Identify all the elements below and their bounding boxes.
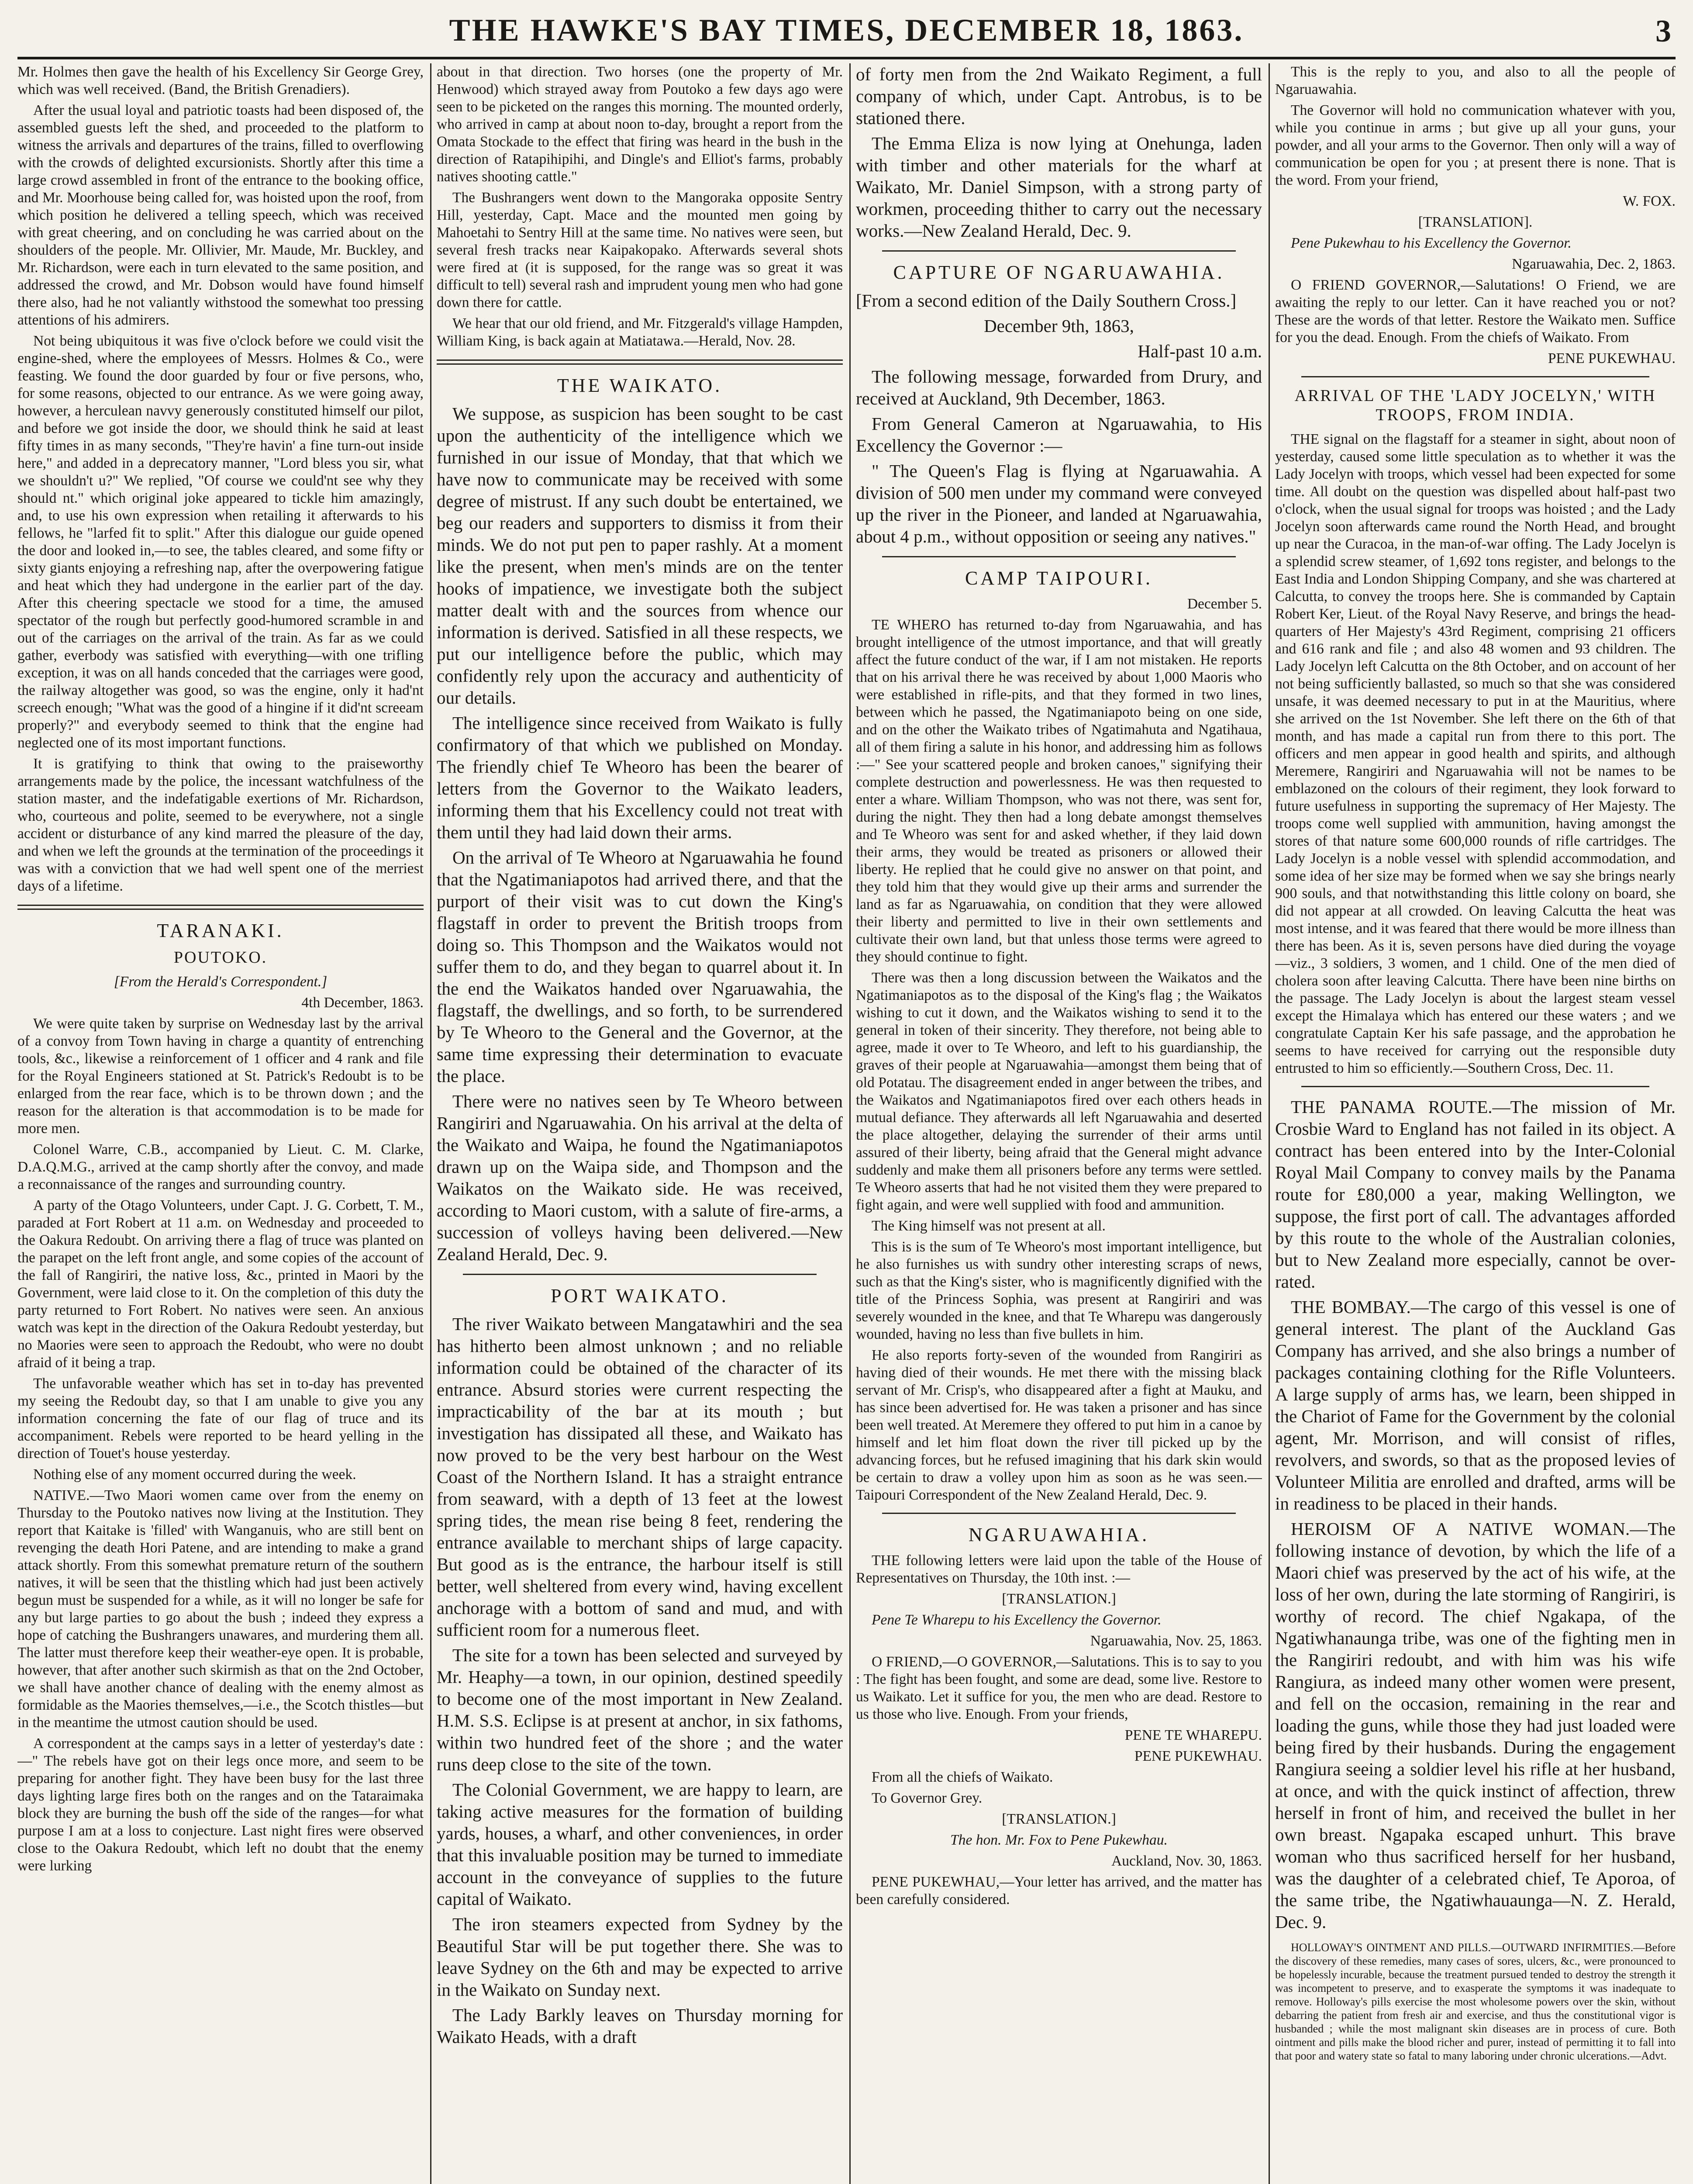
paragraph: The iron steamers expected from Sydney by the Beautiful Star will be put together there. She was to leave Sydney on the 6th and may be expected to arrive in the Waikato on Sunday next. [437,1914,843,2000]
letter-signature: W. FOX. [1623,193,1676,209]
column-4 [1275,63,1676,2184]
article-taranaki [17,919,424,1875]
paragraph: We were quite taken by surprise on Wednesday last by the arrival of a convoy from Town having in charge a quantity of entrenching tools, &c., likewise a reinforcement of 1 officer and 4 rank and file for the Royal Engineers stationed at St. Patrick's Redoubt is to be enlarged from the rear face, which is to be thrown down ; and the reason for the alteration is that accommodation is to be made for more men. [17,1016,424,1137]
column-rule [849,63,851,2184]
headline: THE WAIKATO. [557,375,723,396]
columns [17,63,1676,2184]
headline: CAPTURE OF NGARUAWAHIA. [893,262,1225,283]
section-divider [17,905,424,910]
paragraph: The Lady Barkly leaves on Thursday morning for Waikato Heads, with a draft [437,2005,843,2047]
letter-date: Auckland, Nov. 30, 1863. [1111,1853,1262,1869]
dateline: December 5. [1187,596,1262,612]
paragraph: The river Waikato between Mangatawhiri and the sea has hitherto been almost unknown ; and no reliable information could be obtained of the character of its entrance. Absurd stories were current respecting the impracticability of the bar at its mouth ; but investigation has dissipated all these, and Waikato has now proved to be the very best harbour on the West Coast of the Northern Island. It has a straight entrance from seaward, with a depth of 13 feet at the lowest spring tides, the mean rise being 8 feet, rendering the entrance available to merchant ships of large capacity. But good as is the entrance, the harbour itself is still better, well sheltered from every wind, having excellent anchorage with a bottom of sand and mud, and with sufficient room for a numerous fleet. [437,1314,843,1640]
paragraph: The unfavorable weather which has set in to-day has prevented my seeing the Redoubt day, so that I am unable to give you any information concerning the fate of our flag of truce and its accompaniment. Rebels were reported to be heard yelling in the direction of Touet's house yesterday. [17,1375,424,1462]
paragraph: On the arrival of Te Wheoro at Ngaruawahia he found that the Ngatimaniapotos had arrived there, and that the purport of their visit was to cut down the King's flagstaff in order to prevent the British troops from doing so. This Thompson and the Waikatos would not suffer them to do, and they began to quarrel about it. In the end the Waikatos handed over Ngaruawahia, the flagstaff, the dwellings, and so forth, to be surrendered by Te Wheoro to the General and the Governor, at the same time expressing their determination to evacuate the place. [437,847,843,1086]
article-lady-jocelyn [1275,386,1676,1077]
paragraph: HEROISM OF A NATIVE WOMAN.—The following instance of devotion, by which the life of a Maori chief was preserved by the act of his wife, at the loss of her own, during the late storming of Rangiriri, is worthy of record. The chief Ngakapa, of the Ngatiwhanaunga tribe, was one of the fighting men in the Rangiriri redoubt, and with him was his wife Rangiura, as indeed many other women were present, and fell on the occasion, remaining in the rear and loading the guns, while those they had just loaded were being fired by their husbands. During the engagement Rangiura seeing a soldier level his rifle at her husband, at once, and with the quick instinct of affection, threw herself in front of him, and received the bullet in her own breast. Ngapaka escaped unhurt. This brave woman who thus sacrificed herself for her husband, was the daughter of a celebrated chief, Te Aporoa, of the same tribe, the Ngatiwhauaunga—N. Z. Herald, Dec. 9. [1275,1519,1676,1932]
section-divider [882,250,1236,252]
column-3 [856,63,1262,2184]
letter-from: From all the chiefs of Waikato. [872,1769,1053,1785]
paragraph: The site for a town has been selected and surveyed by Mr. Heaphy—a town, in our opinion, destined speedily to become one of the most important in New Zealand. H.M. S.S. Eclipse is at present at anchor, in six fathoms, within two hundred feet of the shore ; and the water runs deep close to the site of the town. [437,1645,843,1774]
letter-body: O FRIEND GOVERNOR,—Salutations! O Friend, we are awaiting the reply to our letter. Can it have reached you or not? These are the words of that letter. Restore the Waikato men. Suffice for you the dead. Enough. From the chiefs of Waikato. From [1275,277,1676,346]
headline: TARANAKI. [157,920,284,941]
column-rule [430,63,431,2184]
letter-body: PENE PUKEWHAU,—Your letter has arrived, and the matter has been carefully considered. [856,1874,1262,1908]
paragraph: The Bushrangers went down to the Mangoraka opposite Sentry Hill, yesterday, Capt. Mace and the mounted men going by Mahoetahi to Sentry Hill at the same time. No natives were seen, but several fresh tracks near Kaipakopako. Afterwards several shots were fired at (it is supposed, for the range was so great it was difficult to tell) several rash and imprudent young men who had gone down there for cattle. [437,190,843,311]
paragraph: HOLLOWAY'S OINTMENT AND PILLS.—OUTWARD INFIRMITIES.—Before the discovery of these remedies, many cases of sores, ulcers, &c., were pronounced to be hopelessly incurable, because the treatment pursued tended to destroy the strength it was incompetent to preserve, and to exasperate the symptoms it was inadequate to remove. Holloway's pills exercise the most wholesome powers over the skin, without debarring the patient from fresh air and exercise, and thus the constitutional vigor is husbanded ; while the most malignant skin diseases are in process of cure. Both ointment and pills make the blood richer and purer, instead of permitting it to fall into that poor and watery state so fatal to many laboring under chronic ulcerations.—Advt. [1275,1941,1676,2062]
section-divider [1301,1086,1649,1087]
paragraph: From General Cameron at Ngaruawahia, to His Excellency the Governor :— [856,414,1262,456]
column-rule [1269,63,1270,2184]
source-line: [From the Herald's Correspondent.] [114,974,328,990]
paragraph: This is the reply to you, and also to all the people of Ngaruawahia. [1275,64,1676,97]
paragraph: It is gratifying to think that owing to the praiseworthy arrangements made by the police, the incessant watchfulness of the station master, and the indefatigable exertions of Mr. Richardson, who, courteous and polite, seemed to be everywhere, not a single accident or disturbance of any kind marred the pleasure of the day, and when we left the grounds at the termination of the proceedings it was with a conviction that we had well spent one of the merriest days of a lifetime. [17,756,424,894]
paragraph: A correspondent at the camps says in a letter of yesterday's date :—" The rebels have got on their legs once more, and seem to be preparing for another fight. They have been busy for the last three days lighting large fires both on the ranges and on the Tataraimaka block they are burning the bush off the side of the ranges—for what purpose I am at a loss to conjecture. Last night fires were observed close to the Oakura Redoubt, which left no doubt that the enemy were lurking [17,1735,424,1874]
translation-label: [TRANSLATION.] [1002,1811,1116,1827]
headline: NGARUAWAHIA. [968,1524,1150,1545]
article-taranaki-continued [437,63,843,350]
masthead-title: THE HAWKE'S BAY TIMES, DECEMBER 18, 1863. [449,13,1244,48]
column-1 [17,63,424,2184]
advertisement-holloway [1275,1941,1676,2063]
article-railway-opening [17,63,424,895]
paragraph: The following message, forwarded from Drury, and received at Auckland, 9th December, 1863. [856,366,1262,408]
masthead [17,9,1676,59]
headline: ARRIVAL OF THE 'LADY JOCELYN,' WITH TROOPS, FROM INDIA. [1294,387,1656,424]
column-2 [437,63,843,2184]
paragraph: There was then a long discussion between the Waikatos and the Ngatimaniapotos as to the disposal of the King's flag ; the Waikatos wishing to cut it down, and the Waikatos wishing to send it to the general in token of their sincerity. They therefore, not being able to agree, made it over to Te Wheoro, and left to his guardianship, the graves of their people at Ngaruawahia—amongst them being that of old Potatau. The disagreement ended in anger between the tribes, and the Waikatos and Ngatimaniapotos fired over each others heads in mutual defiance. They afterwards all left Ngaruawahia and deserted the place altogether, delaying the surrender of their arms until assured of their liberty, being afraid that the General might advance suddenly and make them all prisoners before any terms were settled. Te Wheoro asserts that had he not visited them they were prepared to fight again, and were well supplied with food and ammunition. [856,970,1262,1213]
headline: CAMP TAIPOURI. [965,567,1153,589]
paragraph: Colonel Warre, C.B., accompanied by Lieut. C. M. Clarke, D.A.Q.M.G., arrived at the camp shortly after the convoy, and made a reconnaissance of the ranges and surrounding country. [17,1141,424,1192]
letter-title: The hon. Mr. Fox to Pene Pukewhau. [950,1832,1168,1848]
paragraph: After the usual loyal and patriotic toasts had been disposed of, the assembled guests left the shed, and proceeded to the platform to witness the arrivals and departures of the trains, filled to overflowing with the crowds of delighted excursionists. Shortly after this time a large crowd assembled in front of the entrance to the booking office, and Mr. Moorhouse being called for, was hoisted upon the roof, from which position he delivered a telling speech, which was received with great cheering, and on concluding he was carried about on the shoulders of the people. Mr. Ollivier, Mr. Maude, Mr. Buckley, and Mr. Richardson, were each in turn elevated to the same position, and addressed the crowd, and Mr. Dobson would have found himself there also, had he not valiantly withstood the somewhat too pressing attentions of his admirers. [17,102,424,328]
letter-date: Ngaruawahia, Nov. 25, 1863. [1090,1633,1262,1649]
page-number: 3 [1655,14,1671,48]
section-divider [882,556,1236,557]
section-divider [463,1274,817,1275]
dateline: 4th December, 1863. [301,995,424,1011]
article-news-items [1275,1096,1676,1933]
letter-date: Ngaruawahia, Dec. 2, 1863. [1512,256,1676,272]
letter-title: Pene Pukewhau to his Excellency the Governor. [1291,235,1572,251]
translation-label: [TRANSLATION.] [1002,1591,1116,1607]
paragraph: There were no natives seen by Te Wheoro between Rangiriri and Ngaruawahia. On his arrival at the delta of the Waikato and Waipa, he found the Ngatimaniapotos drawn up on the Waipa side, and Thompson and the Waikatos on the Waikato side. He was received, according to Maori custom, with a salute of fire-arms, a succession of volleys having been delivered.—New Zealand Herald, Dec. 9. [437,1091,843,1264]
dateline: December 9th, 1863, [984,316,1134,336]
article-port-waikato-continued [856,63,1262,242]
paragraph: The King himself was not present at all. [872,1218,1106,1234]
paragraph: This is is the sum of Te Wheoro's most important intelligence, but he also furnishes us with sundry other interesting scraps of news, such as that the King's sister, who is magnificently dignified with the title of the Princess Sophia, was present at Rangiriri and was severely wounded in the knee, and that Te Wharepu was dangerously wounded, having no less than five bullets in him. [856,1239,1262,1342]
letter-title: Pene Te Wharepu to his Excellency the Governor. [872,1612,1162,1628]
paragraph: about in that direction. Two horses (one the property of Mr. Henwood) which strayed away from Poutoko a few days ago were seen to be picketed on the ranges this morning. The mounted orderly, who arrived in camp at about noon to-day, brought a report from the Omata Stockade to the effect that firing was heard in the bush in the direction of Ratapihipihi, and Dingle's and Elliot's farms, probably natives shooting cattle." [437,64,843,185]
paragraph: The intelligence since received from Waikato is fully confirmatory of that which we published on Monday. The friendly chief Te Wheoro has been the bearer of letters from the Governor to the Waikato leaders, informing them that his Excellency could not treat with them until they had laid down their arms. [437,713,843,842]
paragraph: THE PANAMA ROUTE.—The mission of Mr. Crosbie Ward to England has not failed in its object. A contract has been entered into by the Inter-Colonial Royal Mail Company to convey mails by the Panama route for £80,000 a year, making Wellington, we suppose, the first port of call. The advantages afforded by this route to the whole of the Australian colonies, but to New Zealand more especially, cannot be over-rated. [1275,1097,1676,1292]
letter-body: O FRIEND,—O GOVERNOR,—Salutations. This is to say to you : The fight has been fought, and some are dead, some live. Restore to us Waikato. Let it suffice for you, the men who are dead. Restore to us those who live. Enough. From your friends, [856,1654,1262,1722]
source-line: [From a second edition of the Daily Southern Cross.] [856,290,1237,311]
paragraph: We suppose, as suspicion has been sought to be cast upon the authenticity of the intelligence which we furnished in our issue of Monday, that that which we have now to communicate may be received with some degree of mistrust. If any such doubt be entertained, we beg our readers and supporters to dismiss it from their minds. We do not put pen to paper rashly. At a moment like the present, when men's minds are on the tenter hooks of impatience, we investigate both the subject matter dealt with and the sources from whence our information is derived. Satisfied in all these respects, we put our intelligence before the public, which may confidently rely upon the accuracy and authenticity of our details. [437,404,843,708]
letter-signature: PENE TE WHAREPU. [1124,1727,1262,1743]
section-divider [437,359,843,365]
section-divider [882,1513,1236,1514]
translation-label: [TRANSLATION]. [1418,214,1533,230]
paragraph: of forty men from the 2nd Waikato Regiment, a full company of which, under Capt. Antrobus, is to be stationed there. [856,64,1262,128]
article-capture-of-ngaruawahia [856,261,1262,547]
paragraph: " The Queen's Flag is flying at Ngaruawahia. A division of 500 men under my command were conveyed up the river in the Pioneer, and landed at Ngaruawahia, about 4 p.m., without opposition or seeing any natives." [856,461,1262,546]
timeline: Half-past 10 a.m. [1138,341,1262,361]
article-port-waikato [437,1285,843,2048]
letter-signature: PENE PUKEWHAU. [1548,350,1676,366]
subheadline: POUTOKO. [173,948,268,967]
paragraph: TE WHERO has returned to-day from Ngaruawahia, and has brought intelligence of the utmost importance, and that will greatly affect the future conduct of the war, if I am not mistaken. He reports that on his arrival there he was received by about 1,000 Maoris who were established in rifle-pits, and that they formed in two lines, between which he passed, the Ngatimaniapoto being on one side, and on the other the Waikato tribes of Ngatimahuta and Ngatihaua, all of them firing a salute in his honor, and addressing him as follows :—" See your scattered people and broken canoes," signifying their complete destruction and powerlessness. He was then requested to enter a whare. William Thompson, who was not there, was sent for, during the night. They then had a long debate amongst themselves and Te Wheoro was sent for and asked whether, if they laid down their arms, they would be treated as prisoners or allowed their liberty. He replied that he could give no answer on that point, and they told him that they would give up their arms and surrender the land as far as Ngaruawahia, on condition that they were allowed their liberty and permitted to live in their own settlements and cultivate their own land, but that unless those terms were agreed to they should continue to fight. [856,617,1262,965]
paragraph: Nothing else of any moment occurred during the week. [33,1466,356,1482]
paragraph: Not being ubiquitous it was five o'clock before we could visit the engine-shed, where the employees of Messrs. Holmes & Co., were feasting. We found the door guarded by four or five persons, who, for some reasons, objected to our entrance. As we were going away, however, a herculean navvy generously constituted himself our pilot, and before we got inside the door, we should think he said at least fifty times in as many seconds, "They're havin' a fine turn-out inside here," and added in a deprecatory manner, "Lord bless you sir, what we shouldn't u?" We replied, "Of course we could'nt see why they should nt." which original joke appeared to tickle him amazingly, and, to use his own expression when retailing it afterwards to his fellows, he "larfed fit to split." After this dialogue our guide opened the door and looked in,—to see, the tables cleared, and some fifty or sixty giants enjoying a refreshing nap, after the overpowering fatigue and heat which they had undergone in the earlier part of the day. After this cheering spectacle we stood for a time, the amused spectator of the rough but perfectly good-humored scramble in and out of the carriages on the arrival of the train. As far as we could gather, everbody was satisfied with everything—with one trifling exception, it was on all hands conceded that the carriages were good, the railway altogether was good, so was the engine, only it had'nt screech enough; "What was the good of a hingine if it did'nt screeam properly?" and everybody seemed to think that the engine had neglected one of its most important functions. [17,333,424,751]
paragraph: We hear that our old friend, and Mr. Fitzgerald's village Hampden, William King, is back again at Matiatawa.—Herald, Nov. 28. [437,315,843,349]
article-the-waikato [437,374,843,1265]
paragraph: Mr. Holmes then gave the health of his Excellency Sir George Grey, which was well received. (Band, the British Grenadiers). [17,64,424,97]
paragraph: The Governor will hold no communication whatever with you, while you continue in arms ; but give up all your guns, your powder, and all your arms to the Governor. Then only will a way of communication be open for you ; at present there is none. That is the word. From your friend, [1275,102,1676,188]
paragraph: The Emma Eliza is now lying at Onehunga, laden with timber and other materials for the wharf at Waikato, Mr. Daniel Simpson, with a strong party of workmen, proceeding thither to carry out the necessary works.—New Zealand Herald, Dec. 9. [856,133,1262,241]
headline: PORT WAIKATO. [551,1285,729,1306]
paragraph: The Colonial Government, we are happy to learn, are taking active measures for the formation of building yards, houses, a wharf, and other conveniences, in order that this invaluable position may be turned to immediate account in the conveyance of supplies to the future capital of Waikato. [437,1780,843,1909]
paragraph: THE signal on the flagstaff for a steamer in sight, about noon of yesterday, caused some little speculation as to whether it was the Lady Jocelyn with troops, which vessel had been expected for some time. All doubt on the question was dispelled about half-past two o'clock, when the usual signal for troops was hoisted ; and the Lady Jocelyn soon afterwards came round the North Head, and brought up near the Curacoa, in the man-of-war offing. The Lady Jocelyn is a splendid screw steamer, of 1,692 tons register, and belongs to the East India and London Shipping Company, and she was chartered at Calcutta, to convey the troops here. She is commanded by Captain Robert Ker, Lieut. of the Royal Navy Reserve, and brings the head-quarters of Her Majesty's 43rd Regiment, comprising 21 officers and 616 rank and file ; and also 48 women and 93 children. The Lady Jocelyn left Calcutta on the 8th October, and on account of her not being sufficiently ballasted, so much so that she was considered unsafe, it was deemed necessary to put in at the Mauritius, where she arrived on the 1st November. She left there on the 6th of that month, and has made a capital run from there to this port. The officers and men appear in good health and spirits, and although Meremere, Rangiriri and Ngaruawahia will not be names to be emblazoned on the colours of their regiment, they look forward to future usefulness in supporting the supremacy of Her Majesty. The troops come well supplied with ammunition, having amongst the stores of that nature some 600,000 rounds of rifle cartridges. The Lady Jocelyn is a noble vessel with splendid accommodation, and some idea of her size may be formed when we say she brings nearly 900 souls, and that notwithstanding this little colony on board, she did not appear at all crowded. On leaving Calcutta the heat was most intense, and it was feared that there would be more illness than there has been. As it is, seven persons have died during the voyage—viz., 3 soldiers, 3 women, and 1 child. One of the men died of cholera soon after leaving Calcutta. There have been nine births on the passage. The Lady Jocelyn is about the largest steam vessel except the Himalaya which has entered our these waters ; and we congratulate Captain Ker his safe passage, and the approbation he seems to have received for carrying out the responsible duty entrusted to him so efficiently.—Southern Cross, Dec. 11. [1275,431,1676,1076]
article-fox-reply [1275,63,1676,367]
letter-to: To Governor Grey. [872,1790,983,1806]
paragraph: THE BOMBAY.—The cargo of this vessel is one of general interest. The plant of the Auckland Gas Company has arrived, and she also brings a number of packages containing clothing for the Rifle Volunteers. A large supply of arms has, we learn, been shipped in the Chariot of Fame for the Government by the colonial agent, Mr. Morrison, and will consist of rifles, revolvers, and swords, so that as the proposed levies of Volunteer Militia are enrolled and drafted, arms will be in readiness to be placed in their hands. [1275,1297,1676,1514]
paragraph: THE following letters were laid upon the table of the House of Representatives on Thursday, the 10th inst. :— [856,1552,1262,1586]
section-divider [1301,376,1649,377]
paragraph: A party of the Otago Volunteers, under Capt. J. G. Corbett, T. M., paraded at Fort Robert at 11 a.m. on Wednesday and proceeded to the Oakura Redoubt. On arriving there a flag of truce was planted on the parapet on the left front angle, and some copies of the account of the fall of Rangiriri, the native loss, &c., printed in Maori by the Government, were laid close to it. On the completion of this duty the party returned to Fort Robert. No natives were seen. An anxious watch was kept in the direction of the Oakura Redoubt yesterday, but no Maories were seen to approach the Redoubt, who were no doubt afraid of it being a trap. [17,1197,424,1371]
article-camp-taipouri [856,567,1262,1504]
letter-signature: PENE PUKEWHAU. [1134,1748,1262,1764]
paragraph: NATIVE.—Two Maori women came over from the enemy on Thursday to the Poutoko natives now living at the Institution. They report that Kaitake is 'filled' with Wanganuis, who are still bent on revenging the death Hori Patene, and are intending to make a grand attack shortly. From this somewhat premature return of the southern natives, it will be seen that the thistling which had just been actively begun must be suspended for a while, as it will no longer be safe for any but large parties to go about the bush ; indeed they express a hope of catching the Bushrangers unawares, and murdering them all. The latter must therefore keep their weather-eye open. It is probable, however, that after another such skirmish as that on the 2nd October, we shall have another chance of dealing with the enemy almost as formidable as the Maories themselves,—i.e., the Scotch thistles—but in the meantime the utmost caution should be used. [17,1487,424,1731]
article-ngaruawahia-letters [856,1524,1262,1908]
paragraph: He also reports forty-seven of the wounded from Rangiriri as having died of their wounds. He met there with the missing black servant of Mr. Crisp's, who disappeared after a fight at Mauku, and has since been advertised for. He was taken a prisoner and has since been well treated. At Meremere they offered to put him in a canoe by himself and let him float down the river till picked up by the advancing forces, but he refused imagining that his dark skin would be certain to draw a volley upon him as soon as he was seen.—Taipouri Correspondent of the New Zealand Herald, Dec. 9. [856,1347,1262,1503]
